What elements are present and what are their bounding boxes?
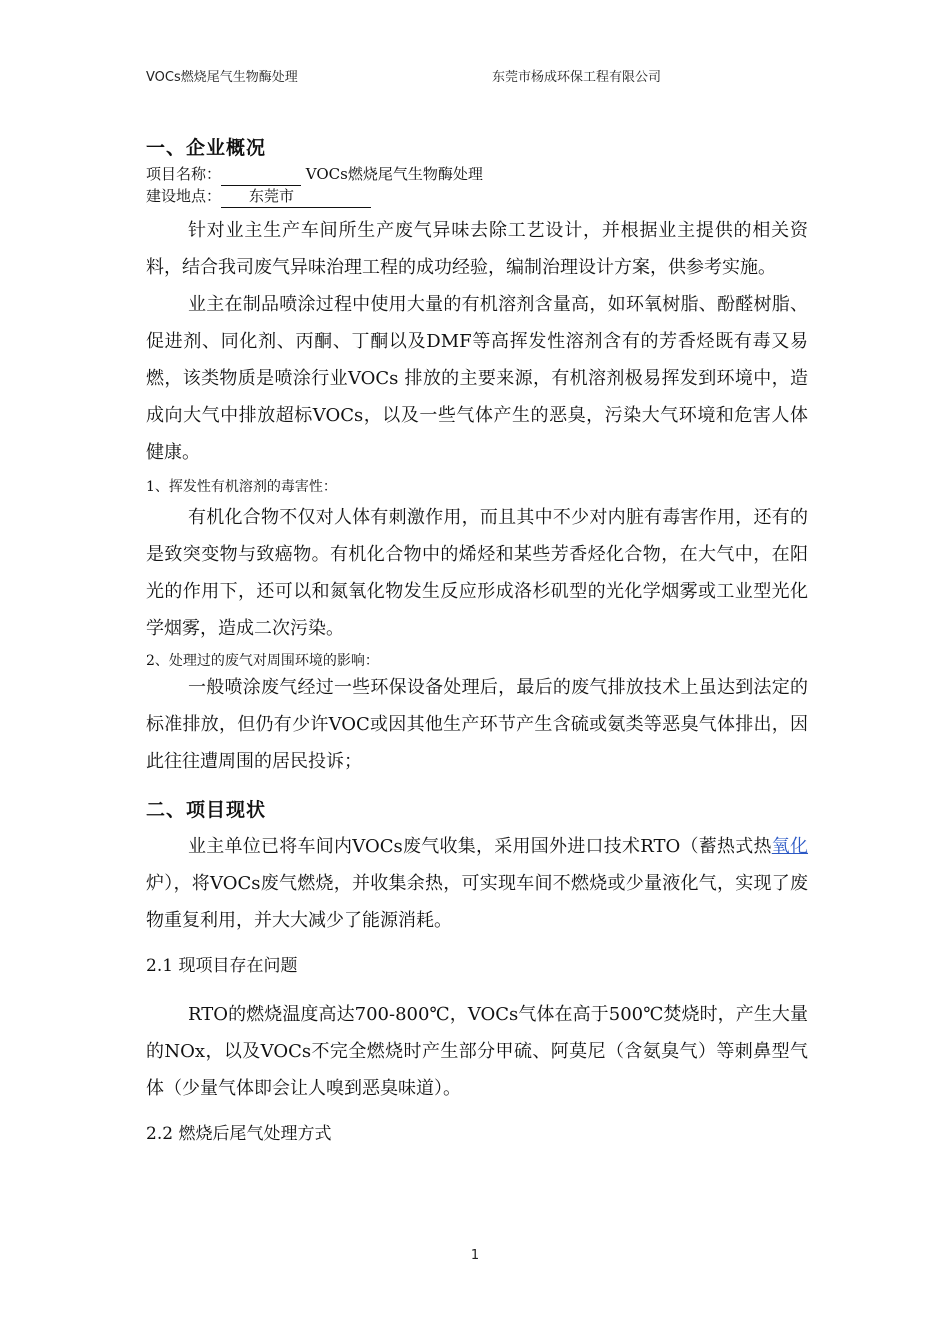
section-1-paragraph-3: 有机化合物不仅对人体有刺激作用，而且其中不少对内脏有毒害作用，还有的是致突变物与致癌物。有机化合物中的烯烃和某些芳香烃化合物，在大气中，在阳光的作用下，还可以和氮氧化物发生反应形成洛杉矶型的光化学烟雾或工业型光化学烟雾，造成二次污染。 (146, 507, 808, 639)
project-name-row (146, 164, 808, 186)
section-1-title: 一、企业概况 (146, 137, 267, 159)
header-left-title: VOCs燃烧尾气生物酶处理 (146, 70, 298, 85)
project-name-label: 项目名称： (146, 165, 222, 183)
section-2-paragraph-1 (146, 828, 808, 939)
location-row (146, 186, 808, 208)
section-1-paragraph-1: 针对业主生产车间所生产废气异味去除工艺设计，并根据业主提供的相关资料，结合我司废气异味治理工程的成功经验，编制治理设计方案，供参考实施。 (146, 220, 808, 278)
subsection-2-2-title: 2.2 燃烧后尾气处理方式 (146, 1124, 332, 1144)
location-value: 东莞市 (249, 187, 295, 205)
project-name-underline (221, 164, 301, 186)
project-name-value: VOCs燃烧尾气生物酶处理 (305, 165, 483, 183)
section-2-paragraph-2: RTO的燃烧温度高达700-800℃，VOCs气体在高于500℃焚烧时，产生大量的NOx，以及VOCs不完全燃烧时产生部分甲硫、阿莫尼（含氨臭气）等刺鼻型气体（少量气体即会让人嗅到恶臭味道）。 (146, 1004, 808, 1099)
section-2-paragraph-1-end: 炉），将VOCs废气燃烧，并收集余热，可实现车间不燃烧或少量液化气，实现了废物重复利用，并大大减少了能源消耗。 (146, 873, 808, 931)
page-header (146, 66, 806, 88)
item-2-heading: 2、处理过的废气对周围环境的影响： (146, 653, 379, 669)
location-underline (221, 186, 371, 208)
page-content (146, 134, 808, 1146)
header-company-name: 东莞市杨成环保工程有限公司 (492, 70, 662, 85)
item-1-heading: 1、挥发性有机溶剂的毒害性： (146, 479, 337, 495)
page-number: 1 (470, 1248, 480, 1263)
section-1-paragraph-2: 业主在制品喷涂过程中使用大量的有机溶剂含量高，如环氧树脂、酚醛树脂、促进剂、同化剂、丙酮、丁酮以及DMF等高挥发性溶剂含有的芳香烃既有毒又易燃，该类物质是喷涂行业VOCs 排放的主要来源，有机溶剂极易挥发到环境中，造成向大气中排放超标VOCs，以及一些气体产生的恶臭，污染大气环境和危害人体健康。 (146, 294, 808, 463)
section-2-title: 二、项目现状 (146, 799, 267, 821)
section-2-paragraph-1-start: 业主单位已将车间内VOCs废气收集，采用国外进口技术RTO（蓄热式热 (188, 836, 772, 857)
subsection-2-1-title: 2.1 现项目存在问题 (146, 956, 298, 976)
oxidation-link[interactable]: 氧化 (771, 836, 809, 857)
section-1-paragraph-4: 一般喷涂废气经过一些环保设备处理后，最后的废气排放技术上虽达到法定的标准排放，但仍有少许VOC或因其他生产环节产生含硫或氨类等恶臭气体排出，因此往往遭周围的居民投诉； (146, 677, 808, 772)
location-label: 建设地点： (146, 187, 222, 205)
